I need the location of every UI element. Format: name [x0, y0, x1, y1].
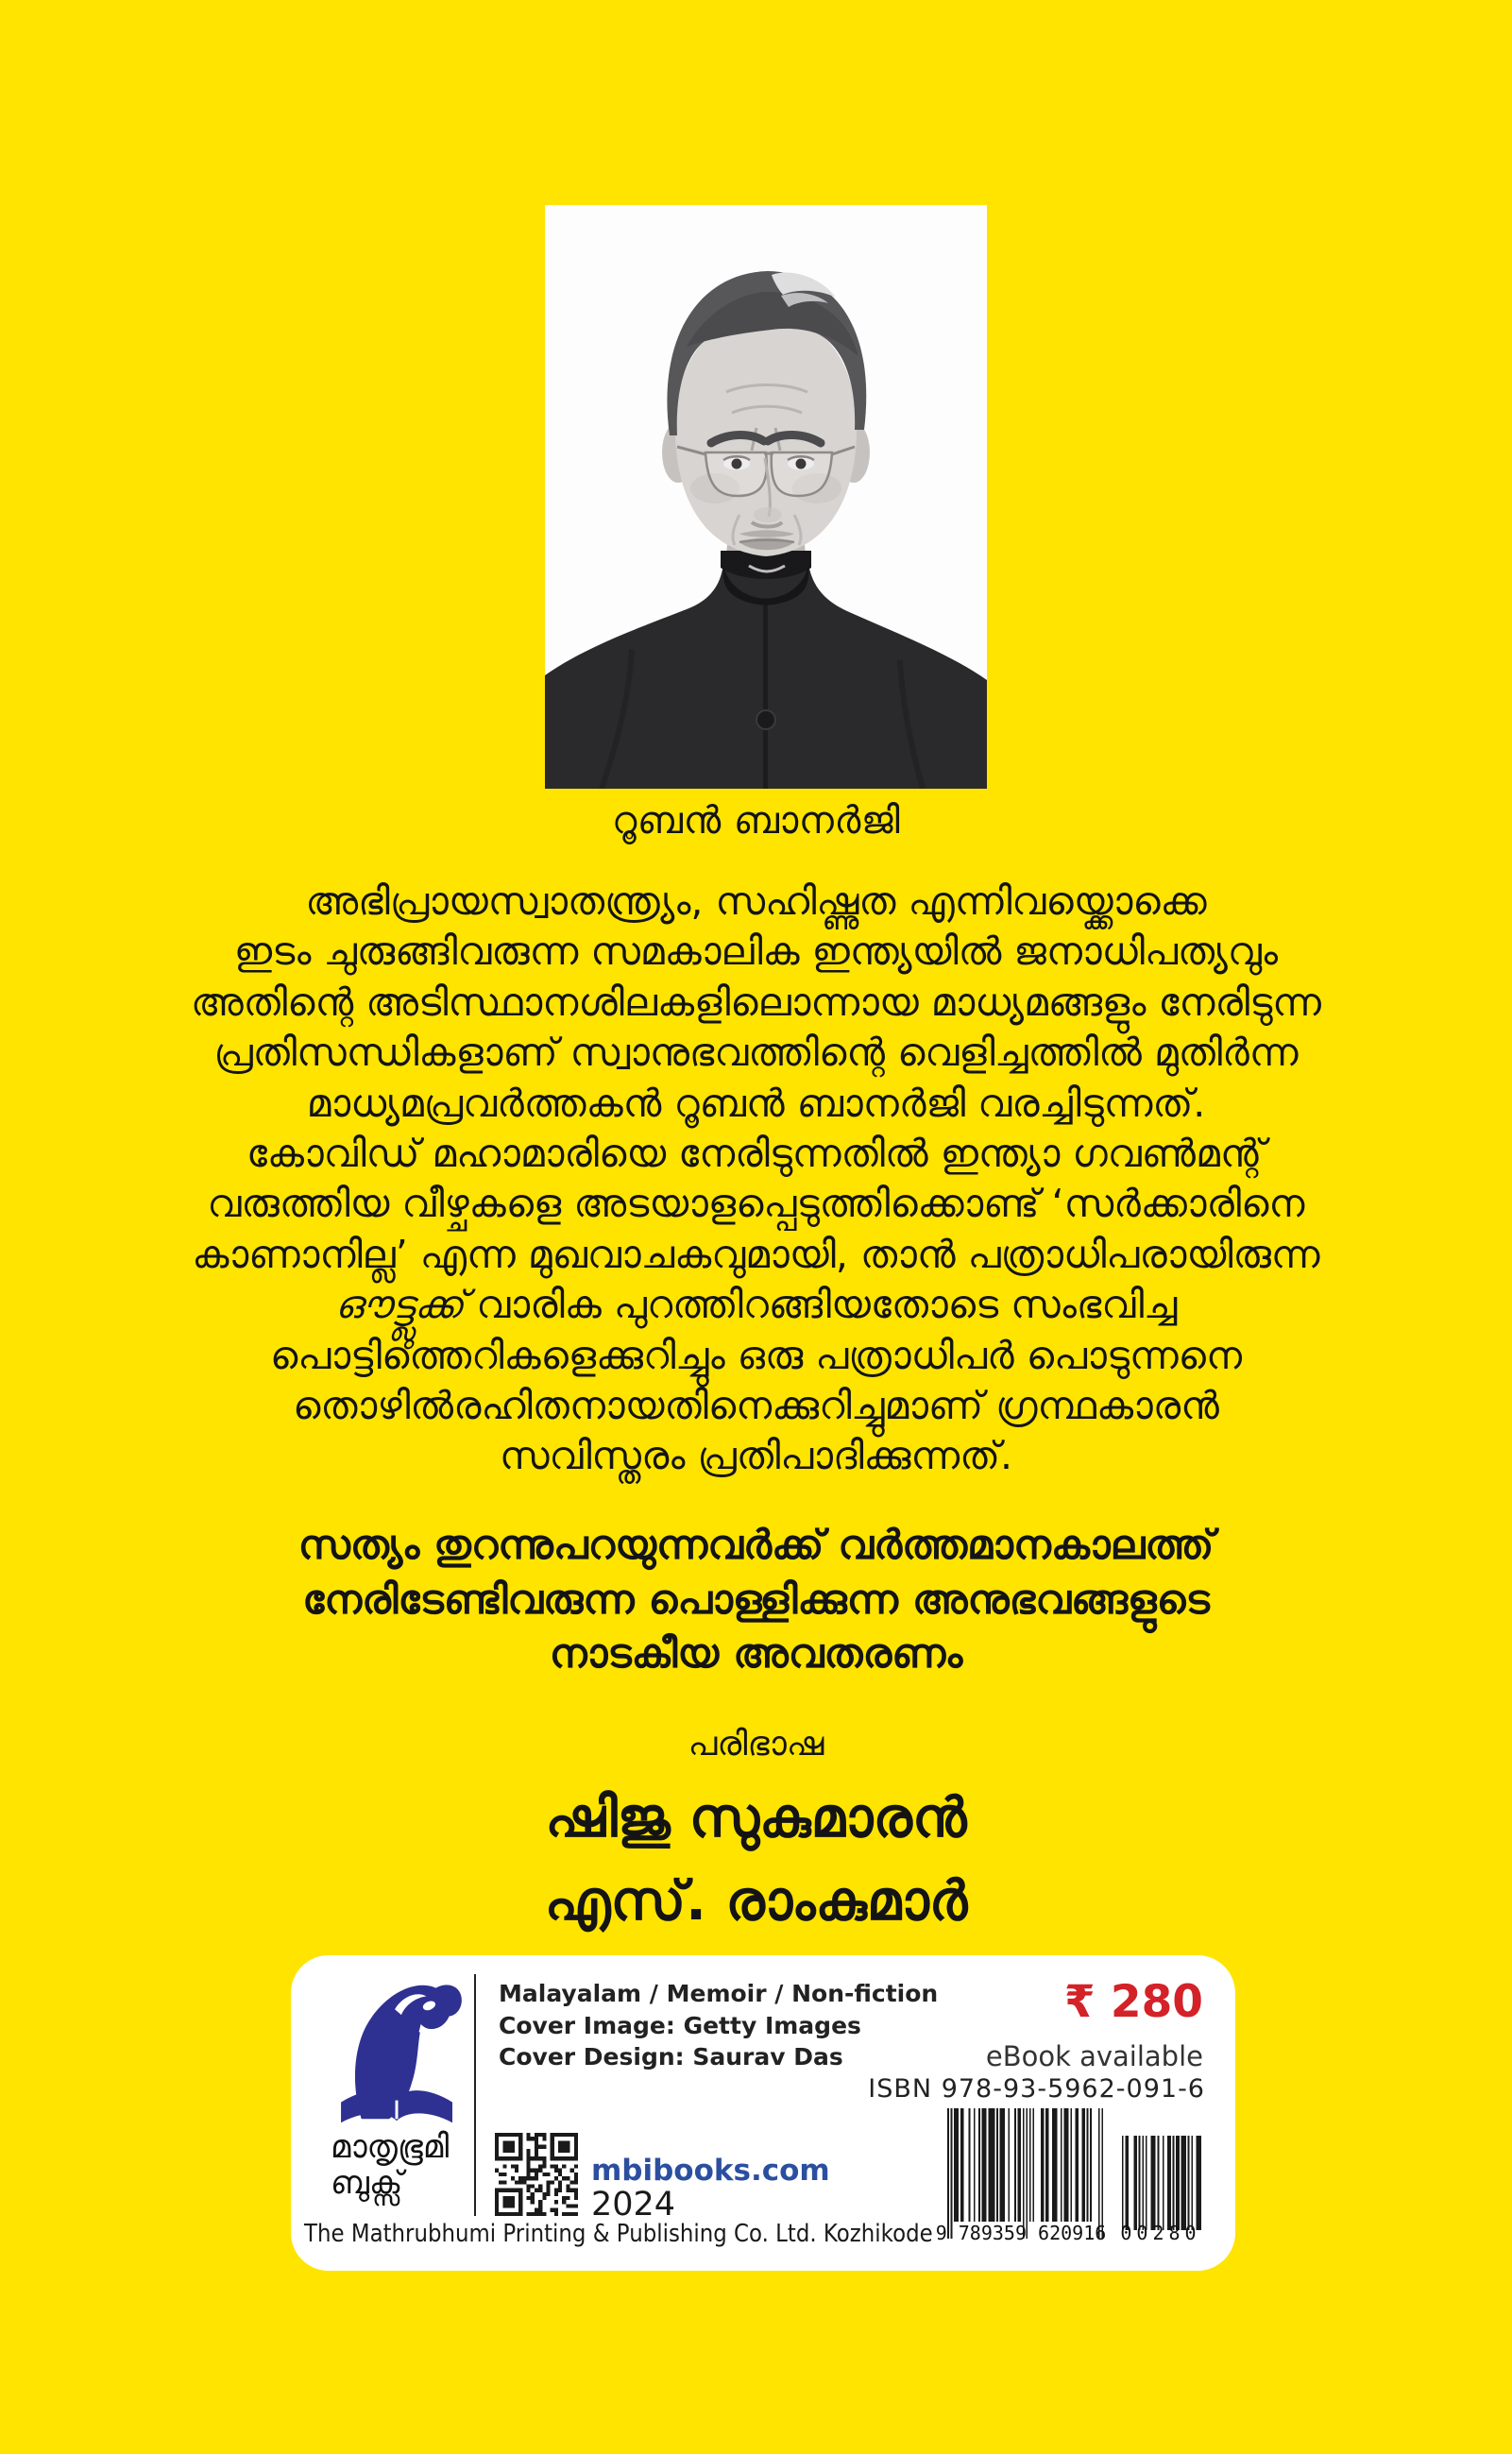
outlook-magazine-title: ഔട്ട്ലുക്ക് — [334, 1282, 465, 1328]
isbn-label: ISBN 978-93-5962-091-6 — [868, 2074, 1205, 2104]
cover-design-credit: Cover Design: Saurav Das — [499, 2043, 843, 2071]
barcode-addon-digits: 00280 — [1120, 2222, 1201, 2244]
translator-name-1: ഷിജു സുകുമാരൻ — [545, 1785, 967, 1849]
ebook-available-note: eBook available — [985, 2040, 1203, 2072]
translation-label: പരിഭാഷ — [688, 1725, 824, 1764]
highlight-line: നാടകീയ അവതരണം — [549, 1630, 963, 1678]
price-tag: ₹ 280 — [1063, 1976, 1203, 2028]
author-name-caption: റൂബൻ ബാനർജി — [611, 799, 901, 843]
author-portrait-illustration — [545, 205, 987, 789]
synopsis-line: അഭിപ്രായസ്വാതന്ത്ര്യം, സഹിഷ്ണുത എന്നിവയ്ക്കൊക്കെ — [305, 878, 1207, 924]
synopsis-line: കോവിഡ് മഹാമാരിയെ നേരിടുന്നതിൽ ഇന്ത്യാ ഗവൺമന്റ് — [246, 1131, 1266, 1177]
barcode-digits: 9 789359 620916 — [935, 2222, 1107, 2244]
synopsis-line: ഇടം ചുരുങ്ങിവരുന്ന സമകാലിക ഇന്ത്യയിൽ ജനാധിപത്യവും — [233, 929, 1279, 975]
synopsis-text — [0, 877, 1512, 1482]
synopsis-line: മാധ്യമപ്രവർത്തകൻ റൂബൻ ബാനർജി വരച്ചിടുന്നത്. — [306, 1080, 1206, 1126]
publisher-website: mbibooks.com — [591, 2154, 830, 2188]
book-category: Malayalam / Memoir / Non-fiction — [499, 1980, 939, 2007]
publication-year: 2024 — [591, 2186, 676, 2224]
synopsis-line: സവിസ്തരം പ്രതിപാദിക്കുന്നത്. — [499, 1433, 1013, 1479]
synopsis-line: തൊഴിൽരഹിതനായതിനെക്കുറിച്ചുമാണ് ഗ്രന്ഥകാരൻ — [293, 1383, 1219, 1429]
synopsis-line-outlook — [0, 1280, 1512, 1330]
synopsis-line: പ്രതിസന്ധികളാണ് സ്വാനുഭവത്തിന്റെ വെളിച്ചത്തിൽ മുതിർന്ന — [213, 1030, 1299, 1076]
synopsis-line: വരുത്തിയ വീഴ്ചകളെ അടയാളപ്പെടുത്തിക്കൊണ്ട് ‘സർക്കാരിനെ — [207, 1181, 1305, 1227]
ean13-barcode — [947, 2108, 1103, 2239]
mathrubhumi-elephant-logo — [332, 1970, 465, 2133]
synopsis-line-rest: വാരിക പുറത്തിറങ്ങിയതോടെ സംഭവിച്ച — [464, 1282, 1178, 1328]
book-meta — [499, 1978, 938, 2073]
synopsis-line: അതിന്റെ അടിസ്ഥാനശിലകളിലൊന്നായ മാധ്യമങ്ങളും നേരിടുന്ന — [191, 979, 1321, 1025]
panel-divider — [474, 1974, 476, 2216]
translator-name-2: എസ്. രാംകുമാർ — [544, 1868, 968, 1933]
highlight-line: നേരിടേണ്ടിവരുന്ന പൊള്ളിക്കുന്ന അനുഭവങ്ങളുടെ — [302, 1576, 1210, 1624]
qr-code — [495, 2133, 578, 2216]
synopsis-line: പൊട്ടിത്തെറികളെക്കുറിച്ചും ഒരു പത്രാധിപർ പൊടുന്നനെ — [270, 1332, 1242, 1378]
publisher-logo-text-line2: ബുക്സ് — [331, 2164, 403, 2202]
synopsis-line: കാണാനില്ല’ എന്ന മുഖവാചകവുമായി, താൻ പത്രാധിപരായിരുന്ന — [192, 1231, 1320, 1277]
highlight-line: സത്യം തുറന്നുപറയുന്നവർക്ക് വർത്തമാനകാലത്ത് — [297, 1522, 1215, 1569]
publisher-logo-text-line1: മാതൃഭൂമി — [331, 2128, 450, 2166]
publisher-logo-text — [331, 2129, 449, 2201]
author-photo — [545, 205, 987, 789]
highlight-blurb — [0, 1519, 1512, 1682]
cover-image-credit: Cover Image: Getty Images — [499, 2011, 861, 2039]
publisher-company-line: The Mathrubhumi Printing & Publishing Co. Ltd. Kozhikode — [304, 2220, 933, 2248]
